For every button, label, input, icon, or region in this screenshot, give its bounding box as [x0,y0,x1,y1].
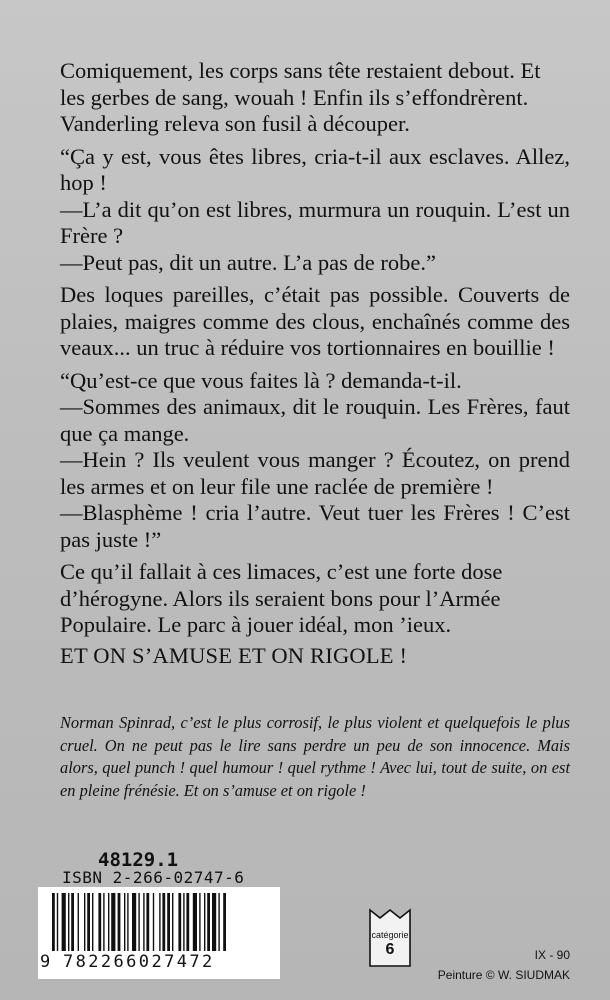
dialogue-line: —Peut pas, dit un autre. L’a pas de robe.” [60,249,436,275]
category-number: 6 [385,941,395,958]
excerpt-paragraph: Comiquement, les corps sans tête restaient debout. Et les gerbes de sang, wouah ! Enfin ils s’effondrèrent. Vanderling releva son fusil à découper. [60,58,541,136]
cover-art-credit: Peinture © W. SIUDMAK [437,968,570,982]
dialogue-line: “Ça y est, vous êtes libres, cria-t-il aux esclaves. Allez, hop ! [60,143,570,195]
category-label: catégorie [371,930,409,940]
dialogue-line: “Qu’est-ce que vous faites là ? demanda-t-il. [60,367,462,393]
isbn-label: ISBN 2-266-02747-6 [62,868,245,887]
closing-slogan: ET ON S’AMUSE ET ON RIGOLE ! [60,642,408,668]
excerpt-text [60,58,570,675]
dialogue-line: —Hein ? Ils veulent vous manger ? Écoutez, on prend les armes et on leur file une raclée de première ! [60,447,570,499]
dialogue-line: —L’a dit qu’on est libres, murmura un rouquin. L’est un Frère ? [60,196,570,248]
ean-digits-rest: 782266027472 [63,952,215,972]
dialogue-line: —Blasphème ! cria l’autre. Veut tuer les Frères ! C’est pas juste !” [60,500,570,552]
catalog-number: 48129.1 [98,849,179,871]
author-blurb: Norman Spinrad, c’est le plus corrosif, le plus violent et quelquefois le plus cruel. On ne peut pas le lire sans perdre un peu de son innocence. Mais alors, quel punch ! quel humour ! quel rythme ! Avec lui, tout de suite, on est en pleine frénésie. Et on s’amuse et on rigole ! [60,713,570,800]
dialogue-line: —Sommes des animaux, dit le rouquin. Les Frères, faut que ça mange. [60,394,570,446]
edition-code: IX - 90 [534,948,570,962]
excerpt-paragraph: Ce qu’il fallait à ces limaces, c’est une forte dose d’hérogyne. Alors ils seraient bons pour l’Armée Populaire. Le parc à jouer idéal, mon ’ieux. [60,559,503,637]
ean-first-digit: 9 [40,952,53,972]
excerpt-paragraph: Des loques pareilles, c’était pas possible. Couverts de plaies, maigres comme des clous, enchaînés comme des veaux... un truc à réduire vos tortionnaires en bouillie ! [60,282,570,360]
